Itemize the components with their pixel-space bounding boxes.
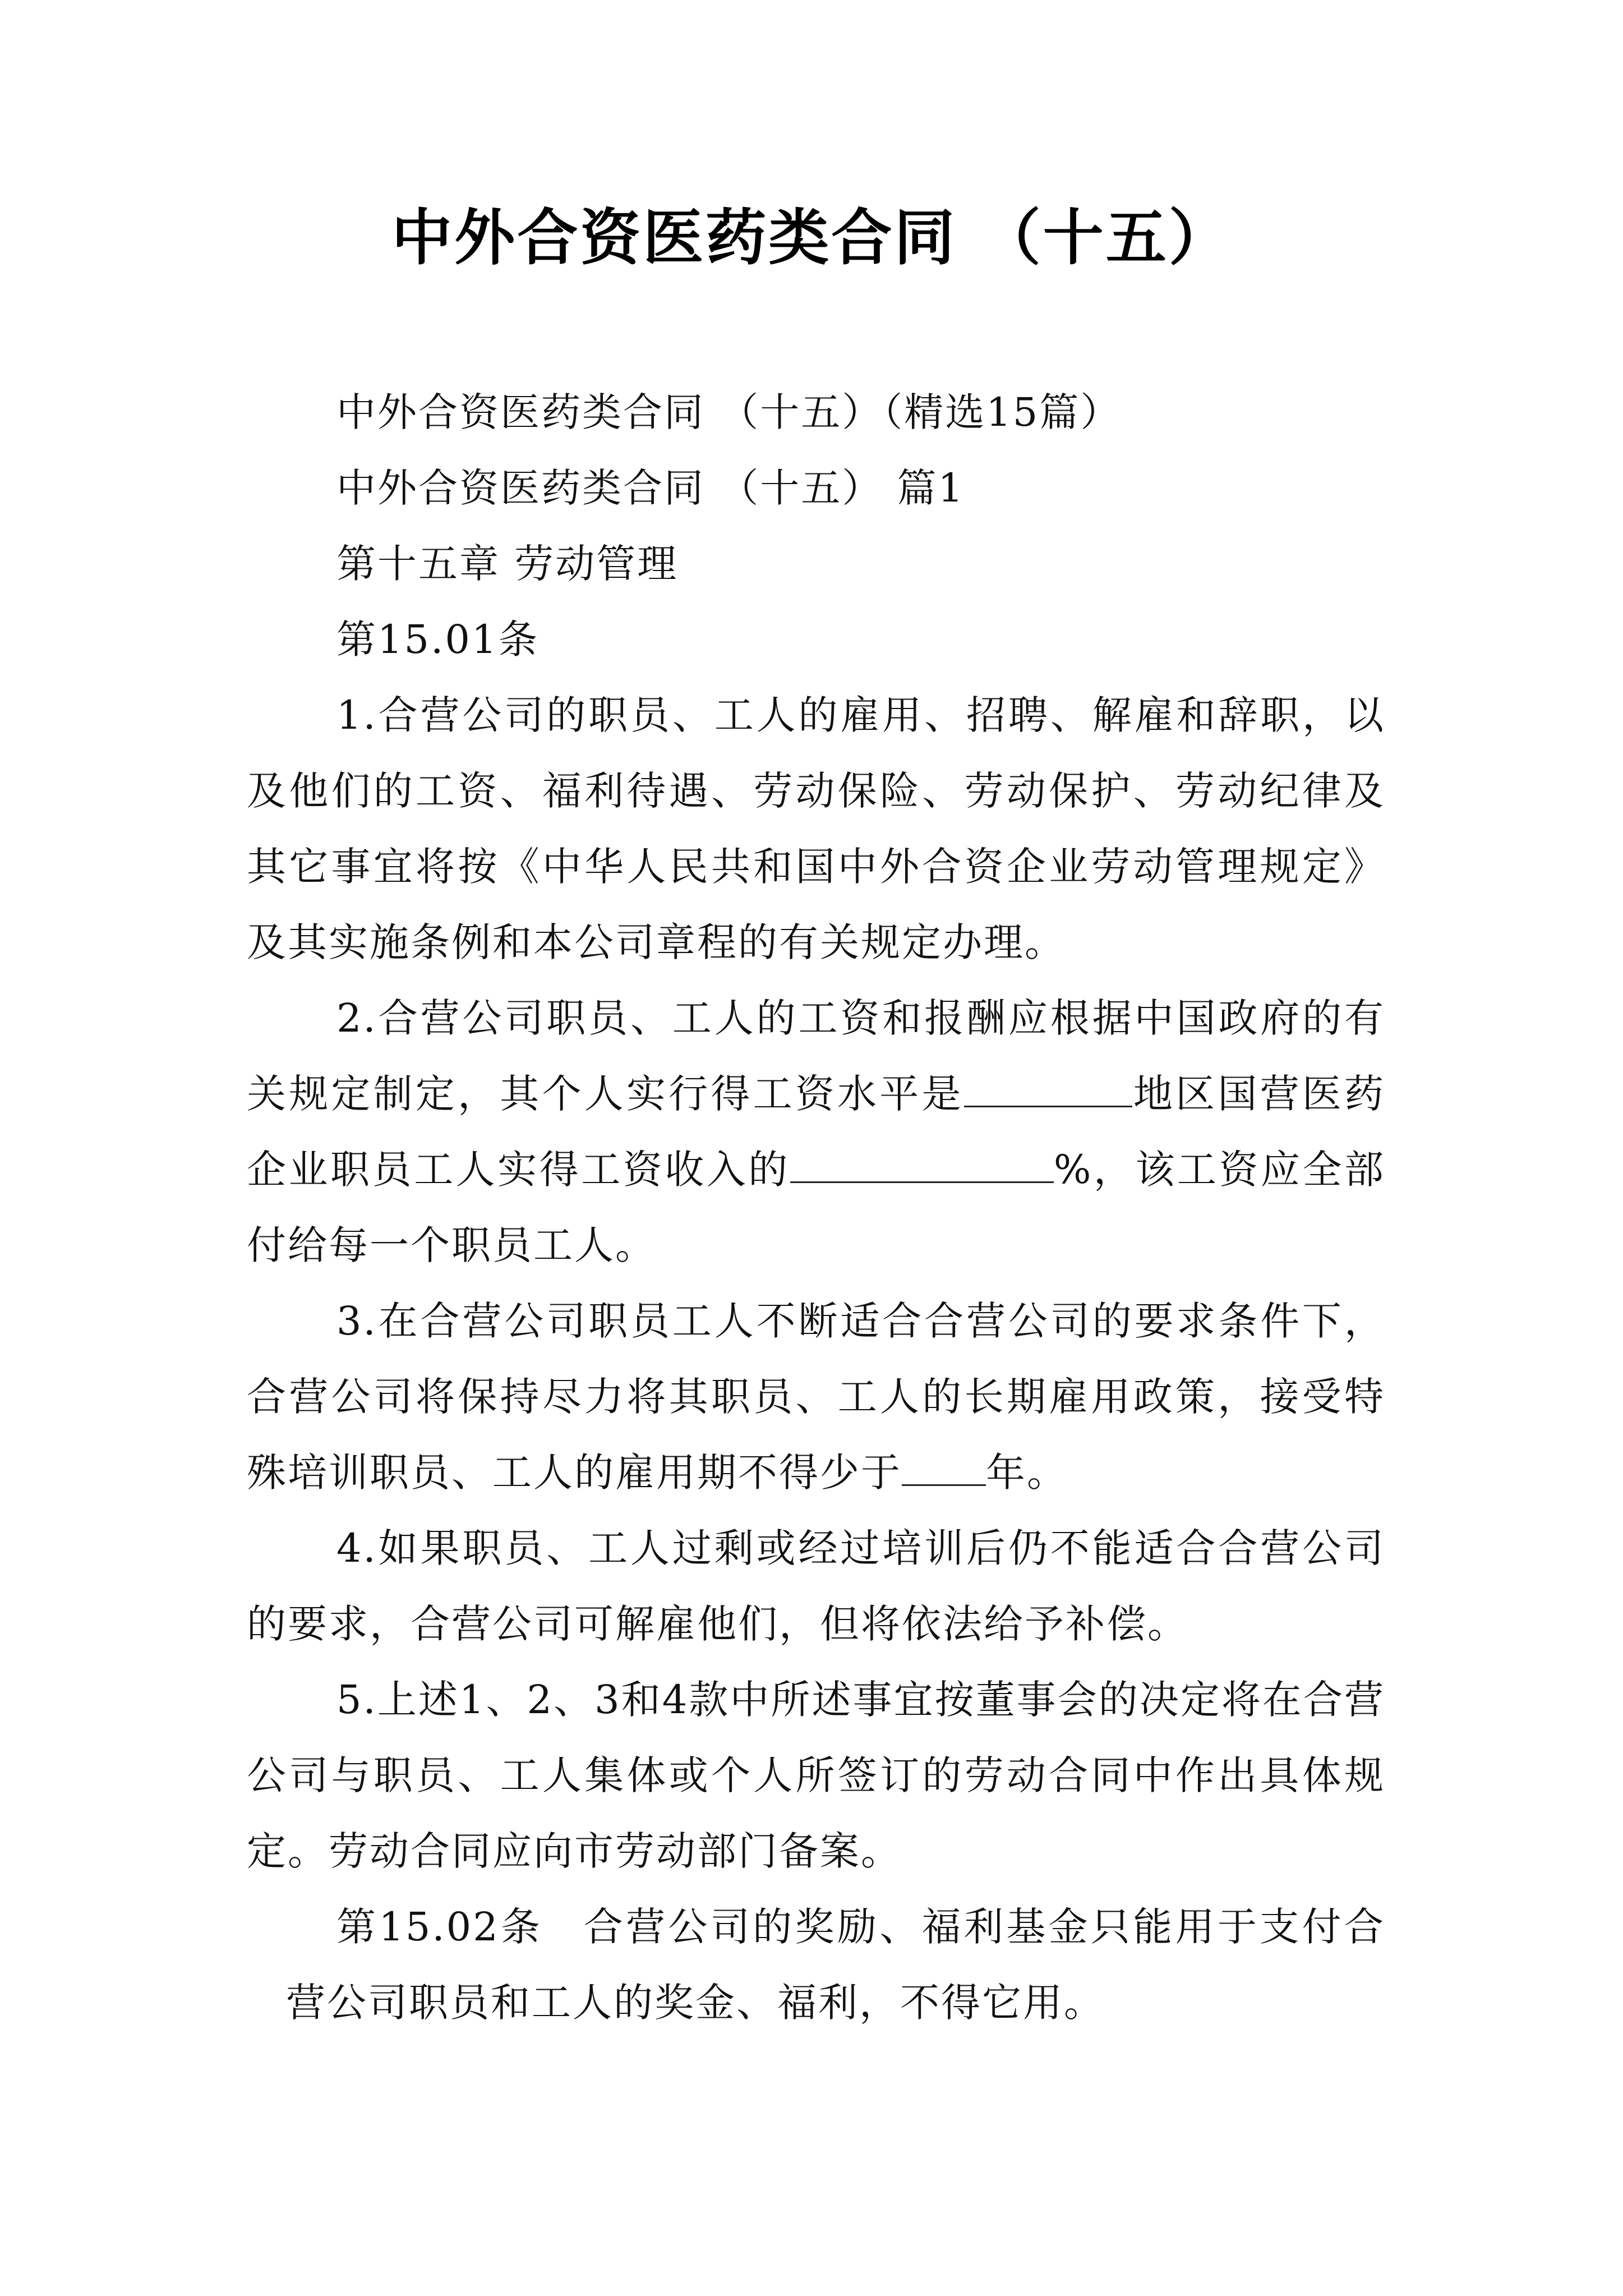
clause-1502-text-b: 营公司职员和工人的奖金、福利，不得它用。 <box>286 1980 1105 2026</box>
clause-item-5: 5.上述1、2、3和4款中所述事宜按董事会的决定将在合营公司与职员、工人集体或个人所签订的劳动合同中作出具体规定。劳动合同应向市劳动部门备案。 <box>247 1677 1385 1874</box>
blank-years-field <box>902 1450 986 1486</box>
blank-region-field <box>964 1071 1132 1107</box>
document-title: 中外合资医药类合同 （十五） <box>391 203 1232 273</box>
blank-percentage-field <box>790 1147 1054 1183</box>
clause-heading-1501: 第15.01条 <box>336 616 540 662</box>
clause-item-1: 1.合营公司的职员、工人的雇用、招聘、解雇和辞职，以及他们的工资、福利待遇、劳动保险、劳动保护、劳动纪律及其它事宜将按《中华人民共和国中外合资企业劳动管理规定》及其实施条例和本公司章程的有关规定办理。 <box>247 692 1385 965</box>
clause-1502-label: 第15.02条 <box>336 1904 543 1950</box>
clause-item-2-text-a: 2.合营公司职员、工人的工资和报酬应根据中国政府的有关规定制定，其个人实行得工资水平是 <box>247 995 1385 1117</box>
document-subtitle: 中外合资医药类合同 （十五）（精选15篇） <box>336 389 1122 435</box>
clause-item-2-text-c: %，该工资应全部付给每一个职员工人。 <box>247 1147 1386 1268</box>
clause-item-2-text-b: 地区国营医药企业职员工人实得工资收入的 <box>247 1071 1386 1193</box>
clause-1502 <box>247 1889 1385 2041</box>
article-heading: 中外合资医药类合同 （十五） 篇1 <box>336 465 965 511</box>
clause-item-3 <box>247 1283 1385 1511</box>
clause-item-4: 4.如果职员、工人过剩或经过培训后仍不能适合合营公司的要求，合营公司可解雇他们，但将依法给予补偿。 <box>247 1525 1385 1647</box>
document-body <box>247 375 1385 2041</box>
clause-1502-text-a: 合营公司的奖励、福利基金只能用于支付合 <box>582 1904 1385 1950</box>
chapter-heading: 第十五章 劳动管理 <box>336 541 679 587</box>
clause-item-3-text-a: 3.在合营公司职员工人不断适合合营公司的要求条件下，合营公司将保持尽力将其职员、工人的长期雇用政策，接受特殊培训职员、工人的雇用期不得少于 <box>247 1298 1385 1496</box>
clause-item-2 <box>247 981 1385 1283</box>
clause-item-3-text-b: 年。 <box>986 1450 1068 1496</box>
